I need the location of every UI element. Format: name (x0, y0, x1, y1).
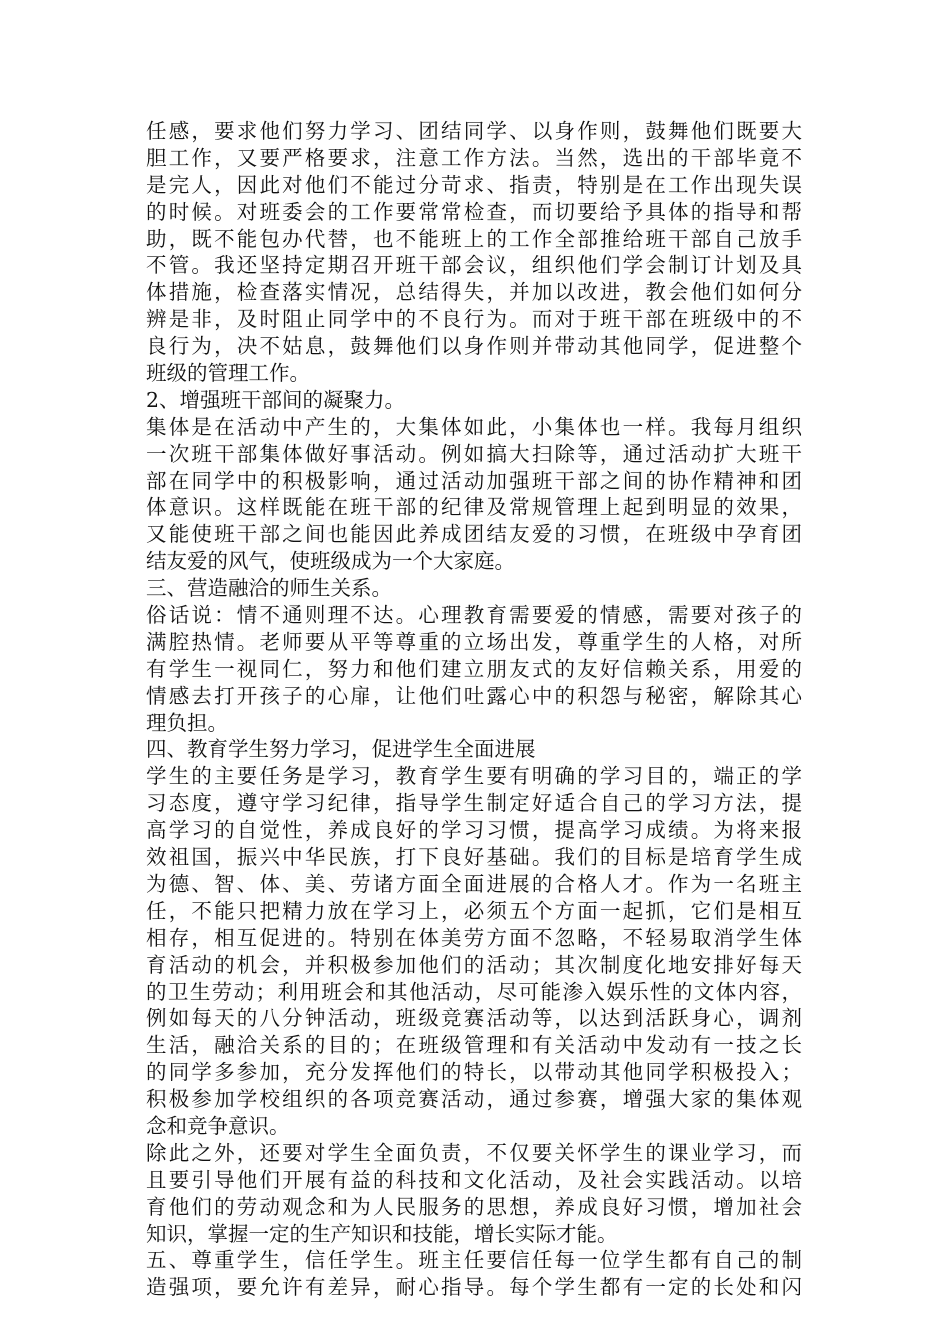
text-line: 有学生一视同仁，努力和他们建立朋友式的友好信赖关系，用爱的 (146, 656, 802, 681)
text-line: 育活动的机会，并积极参加他们的活动；其次制度化地安排好每天 (146, 952, 802, 977)
text-line: 班级的管理工作。 (146, 361, 310, 386)
text-line: 俗话说：情不通则理不达。心理教育需要爱的情感，需要对孩子的 (146, 603, 802, 628)
text-line: 部在同学中的积极影响，通过活动加强班干部之间的协作精神和团 (146, 468, 802, 493)
text-line: 助，既不能包办代替，也不能班上的工作全部推给班干部自己放手 (146, 226, 802, 251)
text-line: 且要引导他们开展有益的科技和文化活动，及社会实践活动。以培 (146, 1167, 802, 1192)
text-line: 除此之外，还要对学生全面负责，不仅要关怀学生的课业学习，而 (146, 1140, 802, 1165)
text-line: 高学习的自觉性，养成良好的学习习惯，提高学习成绩。为将来报 (146, 818, 802, 843)
text-line: 任，不能只把精力放在学习上，必须五个方面一起抓，它们是相互 (146, 898, 802, 923)
section-heading: 2、增强班干部间的凝聚力。 (146, 387, 406, 412)
text-line: 体意识。这样既能在班干部的纪律及常规管理上起到明显的效果， (146, 495, 802, 520)
text-line: 知识，掌握一定的生产知识和技能，增长实际才能。 (146, 1221, 618, 1246)
text-line: 效祖国，振兴中华民族，打下良好基础。我们的目标是培育学生成 (146, 845, 802, 870)
section-heading: 三、营造融洽的师生关系。 (146, 576, 392, 601)
text-line: 一次班干部集体做好事活动。例如搞大扫除等，通过活动扩大班干 (146, 441, 802, 466)
text-line: 学生的主要任务是学习，教育学生要有明确的学习目的，端正的学 (146, 764, 802, 789)
text-line: 积极参加学校组织的各项竞赛活动，通过参赛，增强大家的集体观 (146, 1087, 802, 1112)
section-heading: 四、教育学生努力学习，促进学生全面进展 (146, 737, 536, 762)
text-line: 的时候。对班委会的工作要常常检查，而切要给予具体的指导和帮 (146, 199, 802, 224)
text-line: 的卫生劳动；利用班会和其他活动，尽可能渗入娱乐性的文体内容， (146, 979, 802, 1004)
text-line: 胆工作，又要严格要求，注意工作方法。当然，选出的干部毕竟不 (146, 145, 802, 170)
text-line: 体措施，检查落实情况，总结得失，并加以改进，教会他们如何分 (146, 280, 802, 305)
text-line: 为德、智、体、美、劳诸方面全面进展的合格人才。作为一名班主 (146, 871, 802, 896)
text-line: 造强项，要允许有差异，耐心指导。每个学生都有一定的长处和闪 (146, 1275, 802, 1300)
text-line: 又能使班干部之间也能因此养成团结友爱的习惯，在班级中孕育团 (146, 522, 802, 547)
text-line: 任感，要求他们努力学习、团结同学、以身作则，鼓舞他们既要大 (146, 119, 802, 143)
text-line: 相存，相互促进的。特别在体美劳方面不忽略，不轻易取消学生体 (146, 925, 802, 950)
text-line: 结友爱的风气，使班级成为一个大家庭。 (146, 549, 515, 574)
text-line: 集体是在活动中产生的，大集体如此，小集体也一样。我每月组织 (146, 414, 802, 439)
text-line: 满腔热情。老师要从平等尊重的立场出发，尊重学生的人格，对所 (146, 629, 802, 654)
text-line: 念和竞争意识。 (146, 1113, 290, 1138)
text-line: 理负担。 (146, 710, 228, 735)
text-line: 情感去打开孩子的心扉，让他们吐露心中的积怨与秘密，解除其心 (146, 683, 802, 708)
document-body (146, 118, 802, 1301)
text-line: 良行为，决不姑息，鼓舞他们以身作则并带动其他同学，促进整个 (146, 334, 802, 359)
text-line: 是完人，因此对他们不能过分苛求、指责，特别是在工作出现失误 (146, 172, 802, 197)
text-line: 五、尊重学生，信任学生。班主任要信任每一位学生都有自己的制 (146, 1248, 802, 1273)
text-line: 习态度，遵守学习纪律，指导学生制定好适合自己的学习方法，提 (146, 791, 802, 816)
text-line: 育他们的劳动观念和为人民服务的思想，养成良好习惯，增加社会 (146, 1194, 802, 1219)
text-line: 例如每天的八分钟活动，班级竞赛活动等，以达到活跃身心，调剂 (146, 1006, 802, 1031)
text-line: 辨是非，及时阻止同学中的不良行为。而对于班干部在班级中的不 (146, 307, 802, 332)
text-line: 生活，融洽关系的目的；在班级管理和有关活动中发动有一技之长 (146, 1033, 802, 1058)
text-line: 的同学多参加，充分发挥他们的特长，以带动其他同学积极投入； (146, 1060, 802, 1085)
text-line: 不管。我还坚持定期召开班干部会议，组织他们学会制订计划及具 (146, 253, 802, 278)
